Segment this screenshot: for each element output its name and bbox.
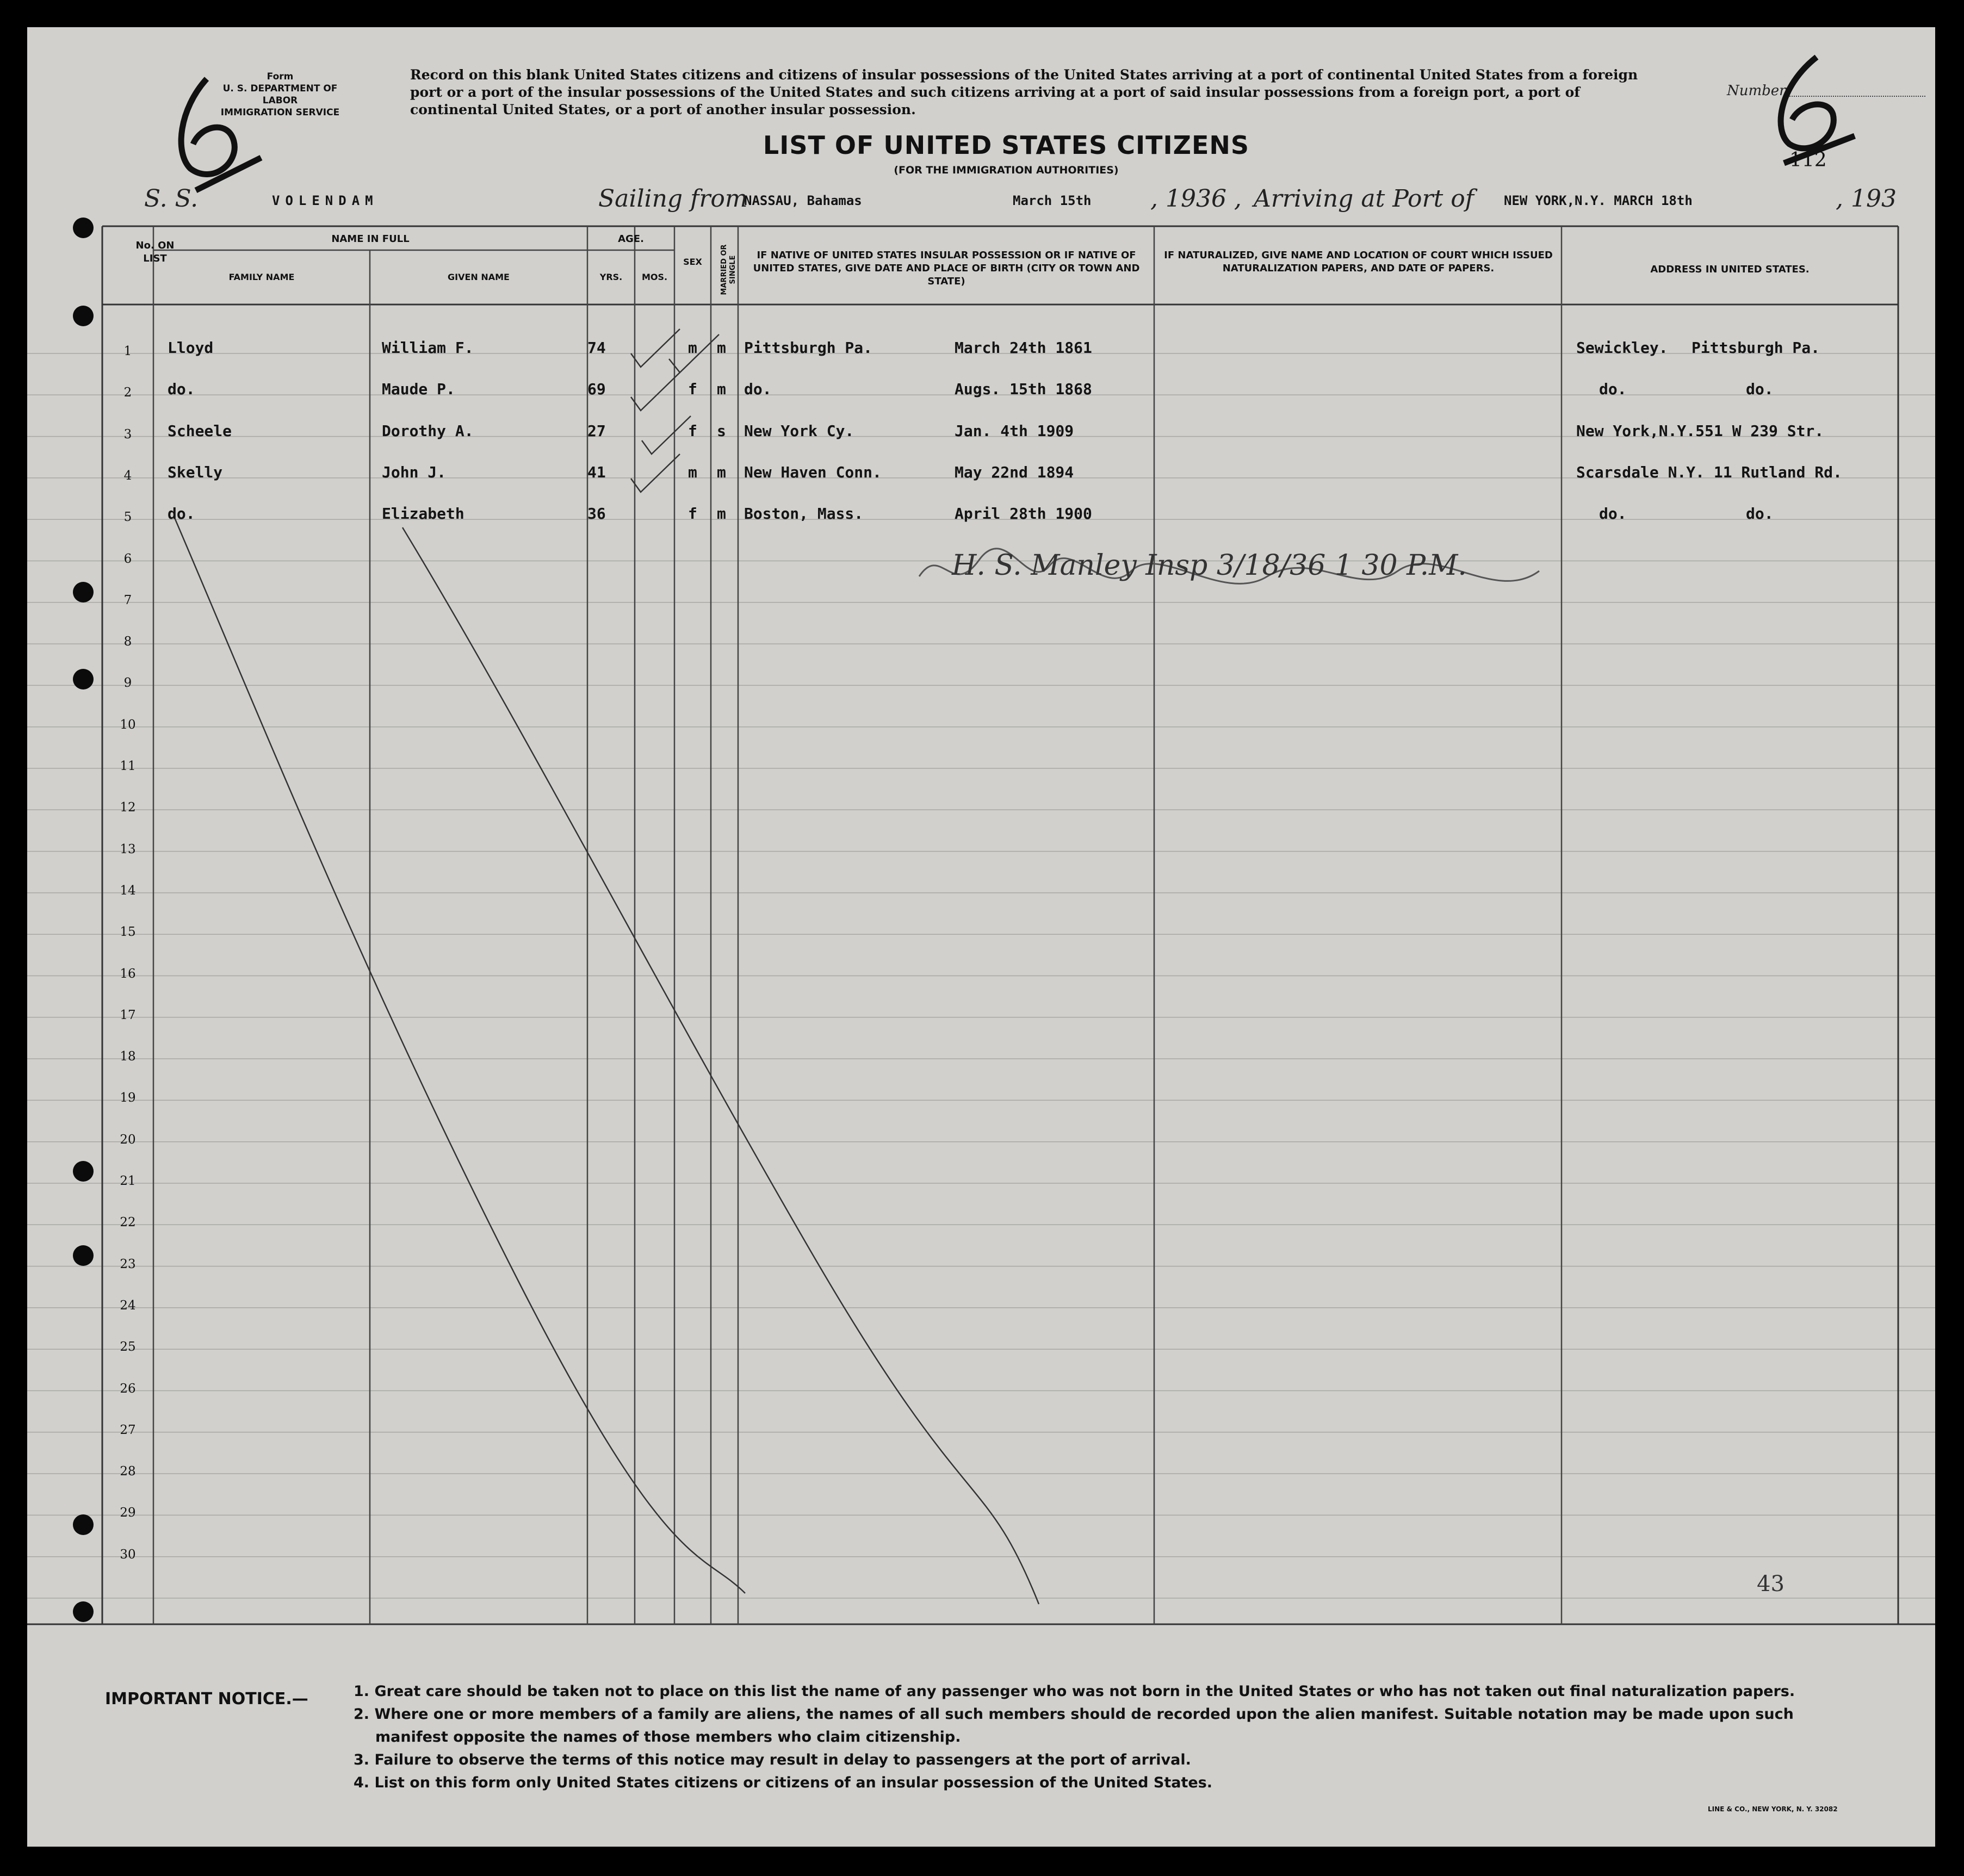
row-number: 17 bbox=[120, 1008, 136, 1022]
row-number: 22 bbox=[120, 1215, 136, 1230]
age-cell: 27 bbox=[587, 421, 606, 440]
ss-label: S. S. bbox=[144, 185, 199, 213]
manifest-sheet bbox=[27, 27, 1935, 1847]
row-number: 13 bbox=[120, 842, 136, 856]
inspector-signature: H. S. Manley Insp 3/18/36 1 30 P.M. bbox=[952, 549, 1467, 582]
address-cell: do. bbox=[1599, 380, 1627, 399]
row-number: 28 bbox=[120, 1464, 136, 1479]
marital-status-cell: s bbox=[717, 421, 726, 440]
age-cell: 69 bbox=[587, 380, 606, 399]
sex-cell: f bbox=[688, 505, 697, 523]
notice-item-2-cont: manifest opposite the names of those members who claim citizenship. bbox=[375, 1729, 961, 1745]
row-number: 27 bbox=[120, 1422, 136, 1437]
punch-hole bbox=[73, 306, 94, 326]
col-header-age: AGE. bbox=[618, 233, 644, 245]
page-title: LIST OF UNITED STATES CITIZENS bbox=[763, 131, 1250, 160]
col-header-no: No. ON LIST bbox=[135, 240, 175, 264]
row-number: 30 bbox=[120, 1547, 136, 1562]
given-name-cell: Maude P. bbox=[382, 380, 455, 399]
sex-cell: m bbox=[688, 463, 697, 481]
row-number: 6 bbox=[123, 551, 132, 566]
row-number: 26 bbox=[120, 1381, 136, 1396]
address-cell: do. bbox=[1599, 505, 1627, 523]
address-city-cell: do. bbox=[1746, 380, 1774, 399]
address-cell: Sewickley. bbox=[1576, 339, 1668, 357]
row-number: 18 bbox=[120, 1049, 136, 1064]
col-header-naturalized: IF NATURALIZED, GIVE NAME AND LOCATION OF COURT WHICH ISSUED NATURALIZATION PAPERS, AND DATE OF PAPERS. bbox=[1164, 250, 1553, 274]
sex-cell: m bbox=[688, 339, 697, 357]
birthdate-cell: April 28th 1900 bbox=[955, 505, 1092, 523]
arrival-port-date: NEW YORK,N.Y. MARCH 18th bbox=[1504, 193, 1693, 208]
row-number: 5 bbox=[123, 510, 132, 525]
birthplace-cell: Boston, Mass. bbox=[744, 505, 864, 523]
birthdate-cell: May 22nd 1894 bbox=[955, 463, 1074, 481]
row-number: 29 bbox=[120, 1506, 136, 1520]
ship-name: VOLENDAM bbox=[272, 193, 379, 208]
given-name-cell: Dorothy A. bbox=[382, 421, 474, 440]
sex-cell: f bbox=[688, 380, 697, 399]
col-header-mos: MOS. bbox=[641, 272, 668, 282]
row-number: 16 bbox=[120, 966, 136, 981]
birthdate-cell: March 24th 1861 bbox=[955, 339, 1092, 357]
family-name-cell: Lloyd bbox=[168, 339, 214, 357]
page-subtitle: (FOR THE IMMIGRATION AUTHORITIES) bbox=[894, 164, 1119, 176]
arriving-label: Arriving at Port of bbox=[1254, 185, 1474, 213]
sailing-port: NASSAU, Bahamas bbox=[744, 193, 862, 208]
arrival-year: , 193 bbox=[1836, 185, 1897, 213]
col-header-birth: IF NATIVE OF UNITED STATES INSULAR POSSESSION OR IF NATIVE OF UNITED STATES, GIVE DATE AND PLACE OF BIRTH (CITY OR TOWN AND STATE) bbox=[753, 250, 1140, 287]
birthdate-cell: Jan. 4th 1909 bbox=[955, 421, 1074, 440]
punch-hole bbox=[73, 669, 94, 689]
row-number: 23 bbox=[120, 1257, 136, 1271]
notice-heading: IMPORTANT NOTICE.— bbox=[105, 1689, 308, 1709]
col-header-given: GIVEN NAME bbox=[448, 272, 510, 282]
number-line bbox=[1789, 96, 1925, 97]
address-city-cell: do. bbox=[1746, 505, 1774, 523]
row-number: 8 bbox=[123, 635, 132, 649]
punch-hole bbox=[73, 218, 94, 238]
row-number: 1 bbox=[123, 344, 132, 358]
row-number: 7 bbox=[123, 593, 132, 607]
row-number: 11 bbox=[120, 759, 136, 773]
row-number: 19 bbox=[120, 1091, 136, 1105]
footer-count: 43 bbox=[1757, 1571, 1785, 1597]
age-cell: 74 bbox=[587, 339, 606, 357]
col-header-address: ADDRESS IN UNITED STATES. bbox=[1650, 264, 1810, 275]
row-number: 2 bbox=[123, 386, 132, 400]
page-number: 112 bbox=[1789, 149, 1827, 171]
form-label: Form U. S. DEPARTMENT OF LABOR IMMIGRATION SERVICE bbox=[220, 71, 340, 118]
birthplace-cell: Pittsburgh Pa. bbox=[744, 339, 873, 357]
marital-status-cell: m bbox=[717, 339, 726, 357]
notice-item-1: 1. Great care should be taken not to place on this list the name of any passenger who was not born in the United States or who has not taken out final naturalization papers. bbox=[354, 1683, 1795, 1700]
row-number: 15 bbox=[120, 925, 136, 940]
col-header-family: FAMILY NAME bbox=[228, 272, 295, 282]
row-number: 20 bbox=[120, 1132, 136, 1147]
notice-item-4: 4. List on this form only United States citizens or citizens of an insular possession of the United States. bbox=[354, 1774, 1213, 1791]
sailing-from-label: Sailing from bbox=[598, 185, 748, 213]
notice-item-2: 2. Where one or more members of a family are aliens, the names of all such members should de recorded upon the alien manifest. Suitable notation may be made upon such bbox=[354, 1706, 1794, 1723]
sailing-date: March 15th bbox=[1013, 193, 1092, 208]
row-number: 14 bbox=[120, 883, 136, 898]
col-header-sex: SEX bbox=[683, 257, 702, 267]
family-name-cell: Skelly bbox=[168, 463, 223, 481]
birthplace-cell: do. bbox=[744, 380, 772, 399]
ruled-lines bbox=[27, 27, 1935, 1847]
printer-mark: LINE & CO., NEW YORK, N. Y. 32082 bbox=[1708, 1805, 1838, 1813]
punch-hole bbox=[73, 582, 94, 602]
punch-hole bbox=[73, 1601, 94, 1622]
marital-status-cell: m bbox=[717, 463, 726, 481]
birthplace-cell: New York Cy. bbox=[744, 421, 854, 440]
address-cell: Scarsdale N.Y. 11 Rutland Rd. bbox=[1576, 463, 1842, 481]
col-header-married: MARRIED OR SINGLE bbox=[720, 244, 737, 295]
age-cell: 41 bbox=[587, 463, 606, 481]
given-name-cell: William F. bbox=[382, 339, 474, 357]
address-city-cell: Pittsburgh Pa. bbox=[1692, 339, 1820, 357]
col-header-yrs: YRS. bbox=[599, 272, 623, 282]
marital-status-cell: m bbox=[717, 505, 726, 523]
sex-cell: f bbox=[688, 421, 697, 440]
row-number: 9 bbox=[123, 676, 132, 691]
notice-items bbox=[354, 1680, 1795, 1794]
row-number: 25 bbox=[120, 1340, 136, 1355]
row-number: 3 bbox=[123, 427, 132, 442]
birthplace-cell: New Haven Conn. bbox=[744, 463, 882, 481]
punch-hole bbox=[73, 1161, 94, 1182]
birthdate-cell: Augs. 15th 1868 bbox=[955, 380, 1092, 399]
family-name-cell: Scheele bbox=[168, 421, 232, 440]
punch-hole bbox=[73, 1245, 94, 1266]
age-cell: 36 bbox=[587, 505, 606, 523]
number-label: Number bbox=[1727, 83, 1786, 99]
given-name-cell: Elizabeth bbox=[382, 505, 464, 523]
marital-status-cell: m bbox=[717, 380, 726, 399]
given-name-cell: John J. bbox=[382, 463, 447, 481]
row-number: 4 bbox=[123, 468, 132, 483]
row-number: 21 bbox=[120, 1174, 136, 1188]
instruction-text: Record on this blank United States citizens and citizens of insular possessions of the United States arriving at a port of continental United States from a foreign port or a port of the insular possessions of the United States and such citizens arriving at a port of said insular possessions from a foreign port, a port of continental United States, or a port of another insular possession. bbox=[410, 67, 1638, 117]
cancellation-strokes bbox=[174, 517, 1039, 1604]
punch-hole bbox=[73, 1514, 94, 1535]
row-number: 12 bbox=[120, 800, 136, 815]
row-number: 10 bbox=[120, 717, 136, 732]
sailing-year: , 1936 , bbox=[1150, 185, 1242, 213]
family-name-cell: do. bbox=[168, 505, 195, 523]
col-header-name: NAME IN FULL bbox=[331, 233, 410, 245]
address-cell: New York,N.Y.551 W 239 Str. bbox=[1576, 421, 1824, 440]
family-name-cell: do. bbox=[168, 380, 195, 399]
notice-item-3: 3. Failure to observe the terms of this notice may result in delay to passengers at the port of arrival. bbox=[354, 1751, 1191, 1768]
row-number: 24 bbox=[120, 1298, 136, 1313]
